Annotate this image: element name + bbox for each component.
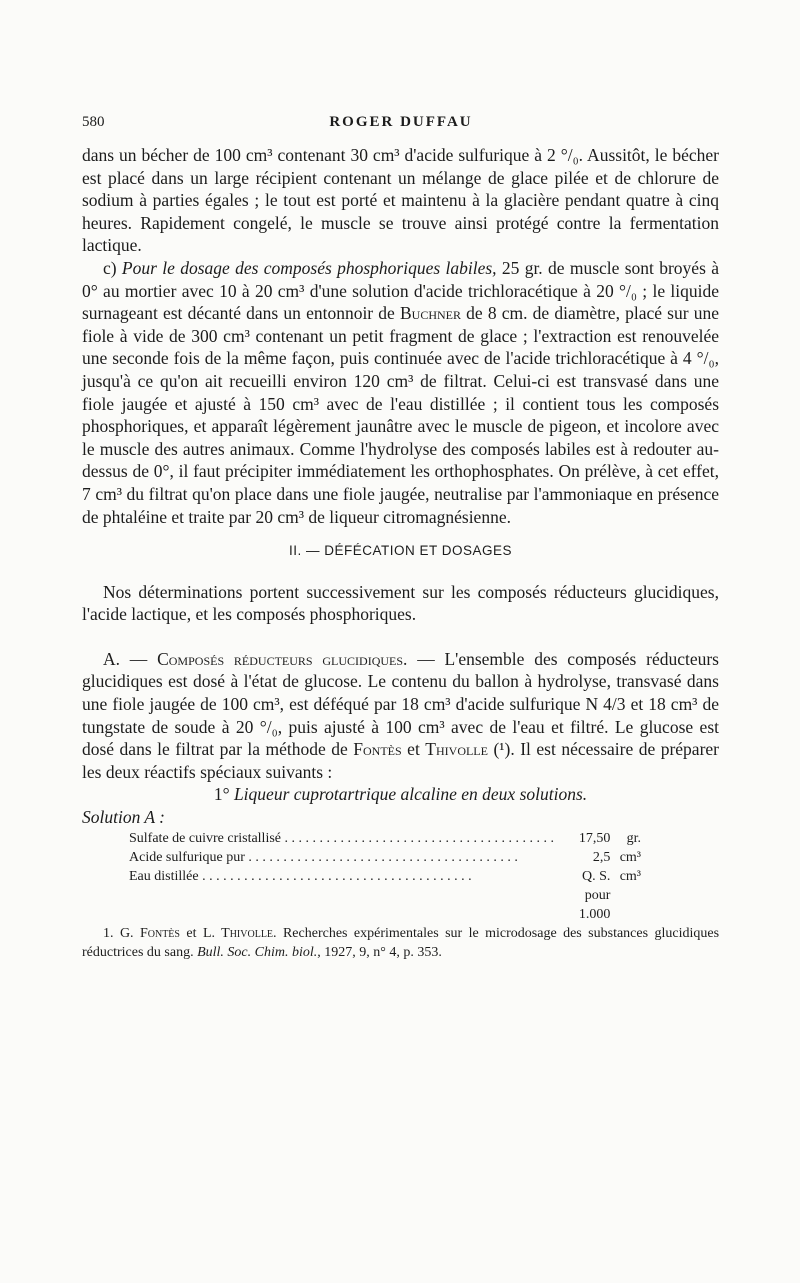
reagent-qs: Q. S. pour: [581, 868, 611, 903]
footnote-text: Recherches expérimentales sur le microdosage des substances glucidiques réductrices du sang.: [82, 925, 720, 961]
table-row: [129, 867, 641, 924]
reagent-unit: cm³: [619, 868, 641, 884]
reagent-amount: Q. S. pour 1.000: [578, 868, 611, 922]
reagent-number: 1°: [213, 784, 234, 805]
reagent-name: Acide sulfurique pur . . .: [129, 848, 554, 867]
footnote: 1. G. Fontès et L. Thivolle. Recherches expérimentales sur le microdosage des substances glucidiques réductrices du sang. Bull. Soc. Chim. biol., 1927, 9, n° 4, p. 353.: [82, 925, 720, 961]
reagent-name: Eau distillée . . .: [129, 867, 554, 924]
author-name: Thivolle: [425, 739, 488, 760]
item-letter: c): [103, 257, 122, 278]
paragraph-glucidic-compounds: [82, 648, 719, 784]
conjunction: et: [401, 739, 426, 760]
body-text: [82, 144, 719, 963]
subsection-title: Composés réducteurs glucidiques.: [157, 648, 408, 669]
paragraph-intro: Nos déterminations portent successivement sur les composés réducteurs glucidiques, l'acide lactique, et les composés phosphoriques.: [82, 581, 719, 625]
spacer: [82, 626, 719, 648]
table-row: [129, 829, 641, 848]
reagent-heading: [82, 783, 719, 806]
author-name: Fontès: [353, 739, 402, 760]
solution-a-label: Solution A :: [82, 807, 165, 828]
reagent-title: Liqueur cuprotartrique alcaline en deux solutions.: [233, 784, 588, 805]
footnote-journal: Bull. Soc. Chim. biol.: [197, 945, 318, 961]
footnote-reference: , 1927, 9, n° 4, p. 353.: [317, 945, 442, 961]
footnote-author: G. Fontès: [119, 925, 180, 941]
subsection-label: A. —: [103, 648, 158, 669]
paragraph-continuation: dans un bécher de 100 cm³ contenant 30 cm³ d'acide sulfurique à 2 °/₀. Aussitôt, le bécher est placé dans un large récipient contenant un mélange de glace pilée et de chlorure de sodium à parties égales ; le tout est porté et maintenu à la glacière pendant quatre à cinq heures. Rapidement congelé, le muscle se trouve ainsi protégé contre la fermentation lactique.: [82, 145, 719, 256]
footnote-number: 1.: [103, 925, 120, 941]
reagent-unit: cm³: [619, 849, 641, 865]
reagent-table: [129, 829, 641, 924]
page-number: 580: [82, 114, 105, 130]
reagent-amount: 17,50: [578, 830, 611, 846]
paragraph-text: 25 gr. de muscle sont broyés à 0° au mortier avec 10 à 20 cm³ d'une solution d'acide trichloracétique à 20 °/₀ ; le liquide surnageant est décanté dans un entonnoir de: [82, 257, 719, 324]
paragraph-text: de 8 cm. de diamètre, placé sur une fiole à vide de 300 cm³ contenant un petit fragment de glace ; l'extraction est renouvelée une seconde fois de la même façon, puis continuée avec de l'acide trichloracétique à 4 °/₀, jusqu'à ce qu'on ait recueilli environ 120 cm³ de filtrat. Celui-ci est transvasé dans une fiole jaugée et ajusté à 150 cm³ avec de l'eau distillée ; il contient tous les composés phosphoriques, et apparaît légèrement jaunâtre avec le muscle de pigeon, et incolore avec le muscle des autres animaux. Comme l'hydrolyse des composés labiles est à redouter au-dessus de 0°, il faut précipiter immédiatement les orthophosphates. On prélève, à cet effet, 7 cm³ du filtrat qu'on place dans une fiole jaugée, neutralise par l'ammoniaque en présence de phtaléine et traite par 20 cm³ de liqueur citromagnésienne.: [82, 303, 719, 527]
paragraph-text: — L'ensemble des composés réducteurs glucidiques est dosé à l'état de glucose. Le contenu du ballon à hydrolyse, transvasé dans une fiole jaugée de 100 cm³, est déféqué par 18 cm³ d'acide sulfurique N 4/3 et 18 cm³ de tungstate de soude à 20 °/₀, puis ajusté à 100 cm³ avec de l'eau et filtré. Le glucose est dosé dans le filtrat par la méthode de: [82, 648, 719, 760]
paragraph-text: (¹). Il est nécessaire de préparer les deux réactifs spéciaux suivants :: [82, 739, 719, 782]
section-heading: II. — DÉFÉCATION ET DOSAGES: [288, 543, 513, 559]
reagent-name: Sulfate de cuivre cristallisé . . .: [129, 829, 554, 848]
table-row: [129, 848, 641, 867]
footnote-author: L. Thivolle.: [202, 925, 277, 941]
reagent-unit: gr.: [626, 830, 641, 846]
running-title: ROGER DUFFAU: [329, 114, 473, 130]
item-title: Pour le dosage des composés phosphoriques labiles,: [121, 257, 497, 278]
running-head: [82, 114, 720, 136]
author-name: Buchner: [399, 303, 461, 324]
reagent-amount: 2,5: [592, 849, 611, 865]
paragraph-labile-phosphates: [82, 257, 719, 528]
